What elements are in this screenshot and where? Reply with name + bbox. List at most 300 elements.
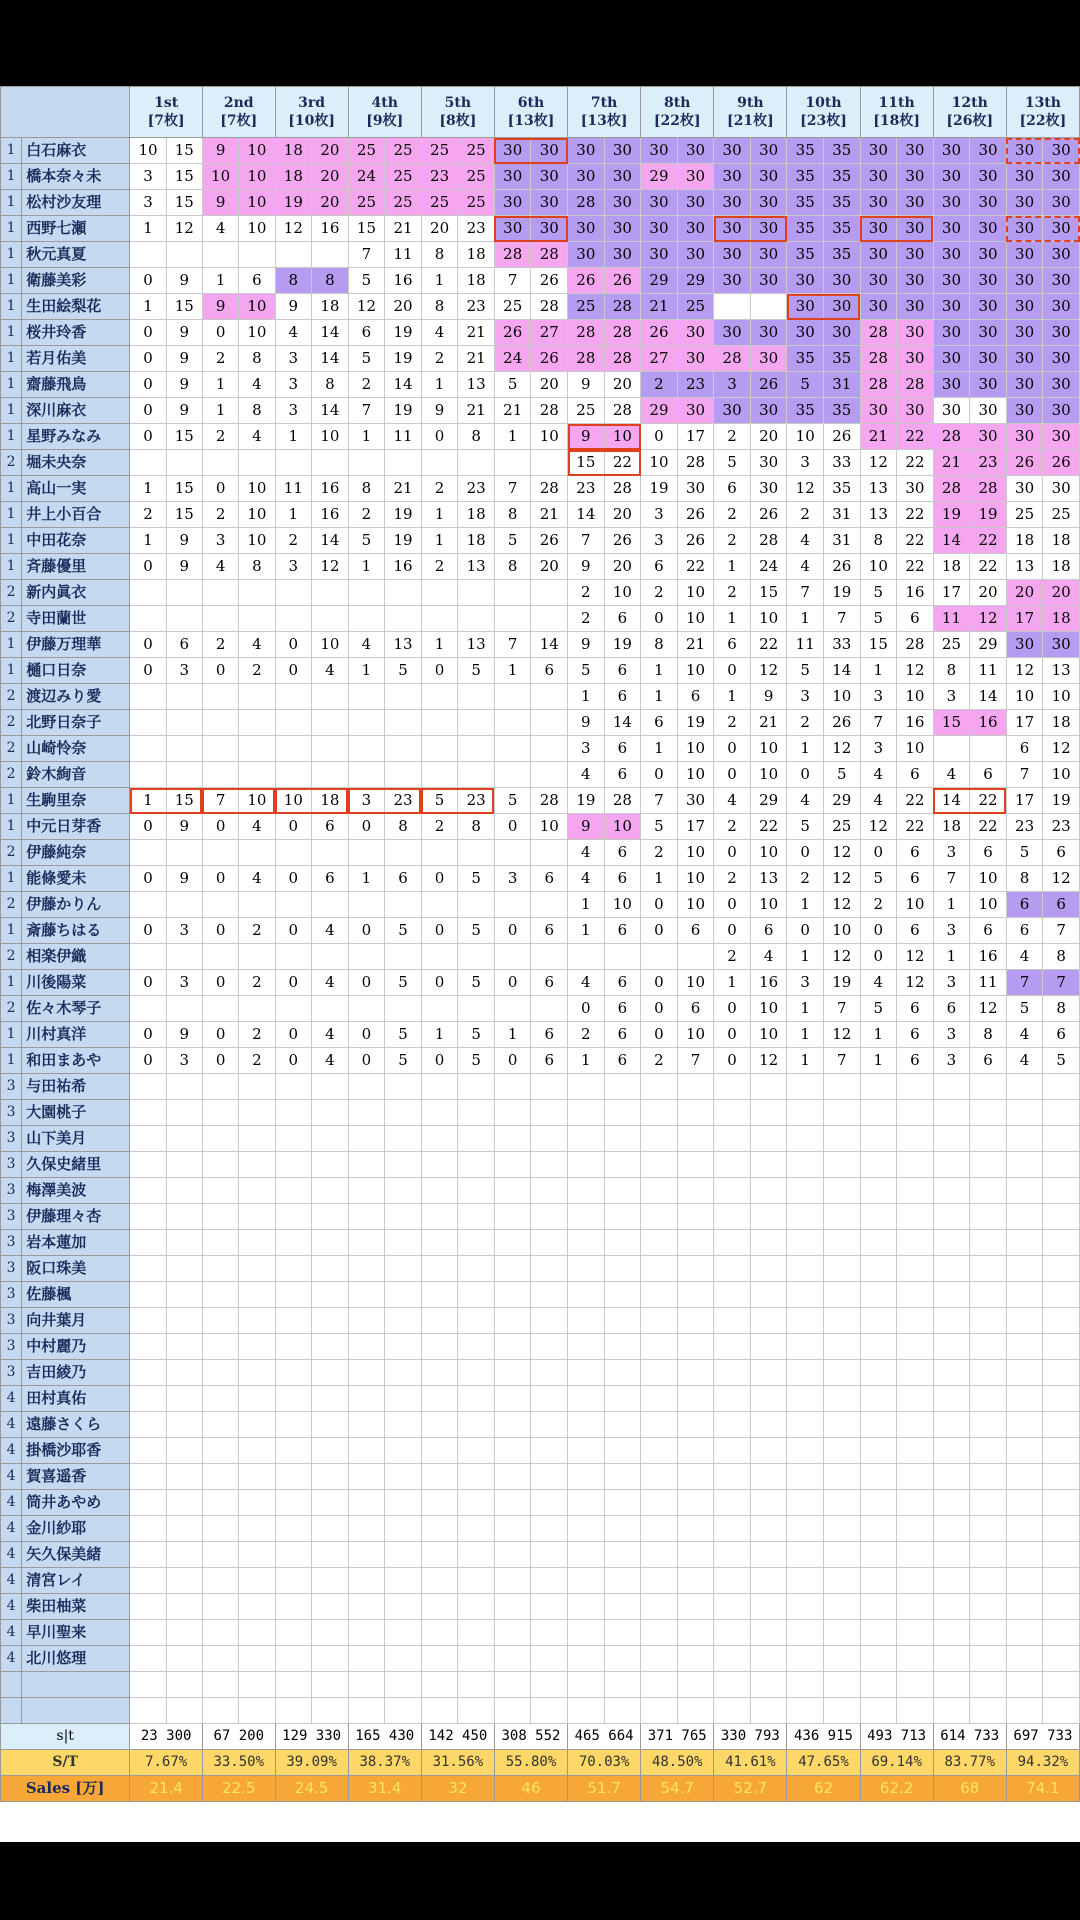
total-cell (531, 1438, 568, 1464)
total-cell (604, 1698, 641, 1724)
member-name: 早川聖来 (22, 1620, 130, 1646)
member-name: 樋口日奈 (22, 658, 130, 684)
sold-cell (348, 1698, 385, 1724)
total-cell (604, 1308, 641, 1334)
sold-cell (421, 1516, 458, 1542)
total-cell: 33 (823, 450, 860, 476)
generation-cell: 2 (1, 944, 22, 970)
sold-cell: 1 (787, 606, 824, 632)
total-cell: 30 (677, 398, 714, 424)
sold-cell (1006, 1412, 1043, 1438)
total-cell: 25 (385, 164, 422, 190)
total-cell (458, 580, 495, 606)
sold-cell (348, 1230, 385, 1256)
sold-cell: 30 (787, 320, 824, 346)
st-value: 67 200 (202, 1724, 275, 1750)
sold-cell (275, 892, 312, 918)
round-count: [21枚] (726, 113, 774, 129)
total-cell: 28 (897, 372, 934, 398)
total-cell (312, 1412, 349, 1438)
total-cell: 4 (312, 1022, 349, 1048)
total-cell: 6 (897, 1048, 934, 1074)
round-label: 12th (951, 95, 988, 111)
total-cell (970, 1568, 1007, 1594)
sold-cell (421, 684, 458, 710)
total-cell (823, 1698, 860, 1724)
round-label: 2nd (223, 95, 254, 111)
total-cell (458, 1620, 495, 1646)
sold-cell: 30 (933, 372, 970, 398)
sold-cell (494, 1308, 531, 1334)
sales-value: 74.1 (1006, 1776, 1079, 1802)
generation-cell: 3 (1, 1360, 22, 1386)
sold-cell (348, 450, 385, 476)
generation-cell: 3 (1, 1100, 22, 1126)
total-cell (166, 710, 202, 736)
total-cell: 30 (970, 372, 1007, 398)
total-cell: 28 (531, 788, 568, 814)
sold-cell (421, 1568, 458, 1594)
sold-cell (275, 1438, 312, 1464)
round-header (348, 87, 421, 138)
sold-cell (933, 1594, 970, 1620)
total-cell: 6 (604, 606, 641, 632)
total-cell (1043, 1698, 1080, 1724)
sold-cell (130, 1594, 166, 1620)
sold-cell: 0 (641, 424, 678, 450)
sold-cell: 0 (494, 1048, 531, 1074)
total-cell: 22 (604, 450, 641, 476)
sold-cell: 1 (933, 892, 970, 918)
sold-cell (494, 1412, 531, 1438)
sold-cell: 5 (421, 788, 458, 814)
total-cell: 14 (604, 710, 641, 736)
total-cell (970, 1256, 1007, 1282)
total-cell: 30 (970, 424, 1007, 450)
sold-cell (860, 1672, 897, 1698)
total-cell: 13 (1043, 658, 1080, 684)
total-cell: 20 (970, 580, 1007, 606)
sold-cell: 5 (860, 866, 897, 892)
sold-cell: 15 (860, 632, 897, 658)
total-cell (458, 1438, 495, 1464)
generation-cell: 2 (1, 892, 22, 918)
sales-value: 32 (421, 1776, 494, 1802)
total-cell (897, 1646, 934, 1672)
sold-cell (714, 1126, 751, 1152)
member-name: 若月佑美 (22, 346, 130, 372)
sold-cell: 19 (568, 788, 605, 814)
total-cell (970, 1386, 1007, 1412)
sold-cell (1006, 1672, 1043, 1698)
sold-cell: 26 (494, 320, 531, 346)
sold-cell (714, 1568, 751, 1594)
total-cell: 9 (166, 372, 202, 398)
total-cell (823, 1672, 860, 1698)
total-cell (897, 1568, 934, 1594)
total-cell: 10 (677, 658, 714, 684)
total-cell (677, 1698, 714, 1724)
sold-cell (348, 1334, 385, 1360)
total-cell (166, 1516, 202, 1542)
total-cell (531, 1074, 568, 1100)
total-cell: 30 (750, 216, 787, 242)
total-cell: 30 (897, 138, 934, 164)
sold-cell (494, 1698, 531, 1724)
sold-cell (130, 1516, 166, 1542)
round-count: [7枚] (147, 113, 185, 129)
total-cell (458, 710, 495, 736)
sold-cell (1006, 1178, 1043, 1204)
sold-cell: 3 (641, 528, 678, 554)
sold-cell: 14 (568, 502, 605, 528)
total-cell (823, 1490, 860, 1516)
total-cell (970, 1698, 1007, 1724)
member-name: 川後陽菜 (22, 970, 130, 996)
total-cell: 28 (897, 632, 934, 658)
sold-cell: 30 (1006, 346, 1043, 372)
member-name: 佐藤楓 (22, 1282, 130, 1308)
sold-cell (421, 1438, 458, 1464)
sold-cell: 1 (787, 944, 824, 970)
sold-cell: 3 (933, 970, 970, 996)
sold-cell (202, 840, 238, 866)
sold-cell: 1 (421, 372, 458, 398)
total-cell: 6 (897, 840, 934, 866)
sold-cell: 28 (568, 320, 605, 346)
total-cell (604, 1490, 641, 1516)
sold-cell: 0 (130, 866, 166, 892)
sold-cell: 0 (348, 918, 385, 944)
total-cell (312, 1438, 349, 1464)
total-cell: 23 (677, 372, 714, 398)
generation-cell: 1 (1, 788, 22, 814)
sold-cell: 0 (641, 918, 678, 944)
sold-cell: 30 (1006, 138, 1043, 164)
total-cell (166, 1360, 202, 1386)
sold-cell: 30 (1006, 476, 1043, 502)
sold-cell (202, 606, 238, 632)
sold-cell: 3 (568, 736, 605, 762)
total-cell (531, 840, 568, 866)
sold-cell (130, 606, 166, 632)
round-label: 4th (371, 95, 398, 111)
total-cell: 10 (897, 892, 934, 918)
total-cell: 6 (312, 814, 349, 840)
total-cell (531, 1360, 568, 1386)
total-cell (1043, 1594, 1080, 1620)
sold-cell (130, 1698, 166, 1724)
total-cell: 12 (970, 606, 1007, 632)
total-cell: 10 (970, 866, 1007, 892)
sold-cell: 5 (787, 658, 824, 684)
sold-cell: 12 (275, 216, 312, 242)
sold-cell: 0 (130, 346, 166, 372)
total-cell: 10 (897, 736, 934, 762)
member-name: 斉藤優里 (22, 554, 130, 580)
sold-cell (860, 1490, 897, 1516)
total-cell: 15 (166, 502, 202, 528)
sold-cell: 30 (860, 216, 897, 242)
sold-cell (1006, 1698, 1043, 1724)
sold-cell (202, 1438, 238, 1464)
sold-cell: 0 (130, 268, 166, 294)
sold-cell: 1 (494, 424, 531, 450)
st-row (1, 1724, 1080, 1750)
sold-cell: 30 (568, 138, 605, 164)
total-cell (166, 1594, 202, 1620)
total-cell (897, 1490, 934, 1516)
sold-cell (275, 736, 312, 762)
total-cell (166, 1646, 202, 1672)
total-cell (239, 1698, 275, 1724)
total-cell (312, 1100, 349, 1126)
total-cell (970, 1594, 1007, 1620)
sold-cell: 7 (494, 632, 531, 658)
sold-cell: 0 (421, 918, 458, 944)
sold-cell (641, 1334, 678, 1360)
sold-cell: 24 (494, 346, 531, 372)
member-row (1, 190, 1080, 216)
total-cell (458, 762, 495, 788)
total-cell: 10 (677, 606, 714, 632)
sold-cell: 5 (714, 450, 751, 476)
total-cell: 9 (166, 1022, 202, 1048)
total-cell (239, 1386, 275, 1412)
total-cell (604, 1334, 641, 1360)
sold-cell: 30 (1006, 424, 1043, 450)
sold-cell: 1 (348, 554, 385, 580)
sold-cell (494, 1256, 531, 1282)
total-cell (750, 1360, 787, 1386)
total-cell: 35 (823, 476, 860, 502)
sold-cell: 3 (641, 502, 678, 528)
total-cell: 22 (897, 502, 934, 528)
sold-cell (933, 1256, 970, 1282)
total-cell (897, 1620, 934, 1646)
total-cell (750, 1152, 787, 1178)
total-cell (750, 1568, 787, 1594)
member-row (1, 1308, 1080, 1334)
total-cell (897, 1386, 934, 1412)
generation-cell: 2 (1, 840, 22, 866)
sold-cell: 4 (860, 788, 897, 814)
total-cell (604, 1464, 641, 1490)
sold-cell (787, 1282, 824, 1308)
generation-cell: 4 (1, 1464, 22, 1490)
total-cell (531, 1334, 568, 1360)
total-cell (823, 1568, 860, 1594)
sold-cell: 1 (130, 294, 166, 320)
total-cell (897, 1438, 934, 1464)
sold-cell: 4 (202, 554, 238, 580)
total-cell: 10 (677, 736, 714, 762)
total-cell: 10 (239, 138, 275, 164)
sold-cell (348, 996, 385, 1022)
sold-cell: 4 (275, 320, 312, 346)
sold-cell: 11 (787, 632, 824, 658)
total-cell (823, 1308, 860, 1334)
total-cell (458, 1412, 495, 1438)
total-cell: 8 (1043, 944, 1080, 970)
total-cell: 35 (823, 242, 860, 268)
total-cell: 10 (604, 580, 641, 606)
sold-cell: 3 (933, 1048, 970, 1074)
sold-cell (202, 1698, 238, 1724)
total-cell: 6 (1043, 1022, 1080, 1048)
round-header (787, 87, 860, 138)
sold-cell (202, 1204, 238, 1230)
total-cell: 2 (239, 1022, 275, 1048)
total-cell: 10 (239, 190, 275, 216)
total-cell (970, 1438, 1007, 1464)
total-cell (1043, 1464, 1080, 1490)
generation-cell: 1 (1, 138, 22, 164)
total-cell: 6 (531, 970, 568, 996)
total-cell: 8 (312, 268, 349, 294)
sold-cell (568, 1360, 605, 1386)
sold-cell (787, 1438, 824, 1464)
total-cell: 12 (897, 658, 934, 684)
total-cell: 10 (239, 528, 275, 554)
total-cell: 8 (458, 814, 495, 840)
total-cell (312, 1672, 349, 1698)
total-cell: 20 (531, 554, 568, 580)
total-cell (458, 1516, 495, 1542)
sold-cell (494, 944, 531, 970)
st-value: 493 713 (860, 1724, 933, 1750)
sold-cell (714, 1594, 751, 1620)
total-cell: 27 (531, 320, 568, 346)
sold-cell: 12 (348, 294, 385, 320)
sold-cell: 5 (1006, 840, 1043, 866)
sold-cell: 6 (933, 996, 970, 1022)
sold-cell: 5 (787, 814, 824, 840)
total-cell (531, 1204, 568, 1230)
total-cell: 19 (385, 398, 422, 424)
total-cell: 20 (312, 164, 349, 190)
total-cell (604, 1412, 641, 1438)
sold-cell (568, 1100, 605, 1126)
total-cell: 30 (897, 320, 934, 346)
total-cell (897, 1256, 934, 1282)
total-cell: 8 (970, 1022, 1007, 1048)
total-cell (312, 1490, 349, 1516)
total-cell: 6 (970, 840, 1007, 866)
total-cell: 30 (897, 476, 934, 502)
sold-cell (1006, 1230, 1043, 1256)
total-cell (385, 840, 422, 866)
sold-cell (202, 450, 238, 476)
total-cell (458, 1334, 495, 1360)
st-value: 614 733 (933, 1724, 1006, 1750)
total-cell (823, 1360, 860, 1386)
total-cell: 30 (970, 268, 1007, 294)
sold-cell: 1 (130, 216, 166, 242)
total-cell: 19 (677, 710, 714, 736)
total-cell: 22 (897, 814, 934, 840)
sold-cell (421, 606, 458, 632)
total-cell (970, 1412, 1007, 1438)
generation-cell: 3 (1, 1230, 22, 1256)
sold-cell: 6 (1006, 736, 1043, 762)
sold-cell (714, 1152, 751, 1178)
sales-table (0, 86, 1080, 1802)
total-cell: 30 (750, 190, 787, 216)
sold-cell: 3 (348, 788, 385, 814)
member-name: 高山一実 (22, 476, 130, 502)
total-cell: 14 (385, 372, 422, 398)
sold-cell (568, 1230, 605, 1256)
sold-cell (568, 1672, 605, 1698)
sold-cell: 25 (933, 632, 970, 658)
total-cell: 30 (677, 476, 714, 502)
sold-cell (202, 242, 238, 268)
sold-cell (1006, 1386, 1043, 1412)
total-cell: 31 (823, 502, 860, 528)
sold-cell (494, 1126, 531, 1152)
sold-cell: 35 (787, 138, 824, 164)
total-cell (385, 1152, 422, 1178)
total-cell (750, 1204, 787, 1230)
sold-cell (641, 1568, 678, 1594)
member-row (1, 1542, 1080, 1568)
sold-cell: 5 (494, 788, 531, 814)
sold-cell (348, 1074, 385, 1100)
sold-cell (348, 1464, 385, 1490)
sold-cell (860, 1386, 897, 1412)
sold-cell (641, 1256, 678, 1282)
total-cell: 30 (970, 216, 1007, 242)
sold-cell: 30 (860, 294, 897, 320)
sold-cell: 1 (787, 996, 824, 1022)
sold-cell: 25 (568, 398, 605, 424)
total-cell (385, 1698, 422, 1724)
total-cell (531, 736, 568, 762)
total-cell (312, 1620, 349, 1646)
total-cell (897, 1516, 934, 1542)
sold-cell: 30 (714, 190, 751, 216)
total-cell: 10 (750, 606, 787, 632)
sold-cell (421, 840, 458, 866)
sold-cell (860, 1646, 897, 1672)
sold-cell (421, 1412, 458, 1438)
total-cell: 6 (604, 996, 641, 1022)
sold-cell: 0 (130, 1022, 166, 1048)
total-cell (385, 1230, 422, 1256)
total-cell: 30 (897, 268, 934, 294)
sold-cell: 9 (202, 190, 238, 216)
sold-cell (860, 1542, 897, 1568)
total-cell: 12 (1043, 866, 1080, 892)
sold-cell (494, 1438, 531, 1464)
sold-cell (202, 1100, 238, 1126)
total-cell: 30 (823, 268, 860, 294)
total-cell (385, 1308, 422, 1334)
total-cell (458, 1672, 495, 1698)
member-row (1, 1282, 1080, 1308)
total-cell (166, 1490, 202, 1516)
total-cell (1043, 1516, 1080, 1542)
generation-cell: 1 (1, 346, 22, 372)
sold-cell: 0 (275, 866, 312, 892)
sold-cell: 0 (421, 1048, 458, 1074)
sold-cell: 0 (130, 918, 166, 944)
sold-cell (787, 1100, 824, 1126)
total-cell: 28 (531, 242, 568, 268)
total-cell: 16 (312, 216, 349, 242)
sold-cell: 27 (641, 346, 678, 372)
